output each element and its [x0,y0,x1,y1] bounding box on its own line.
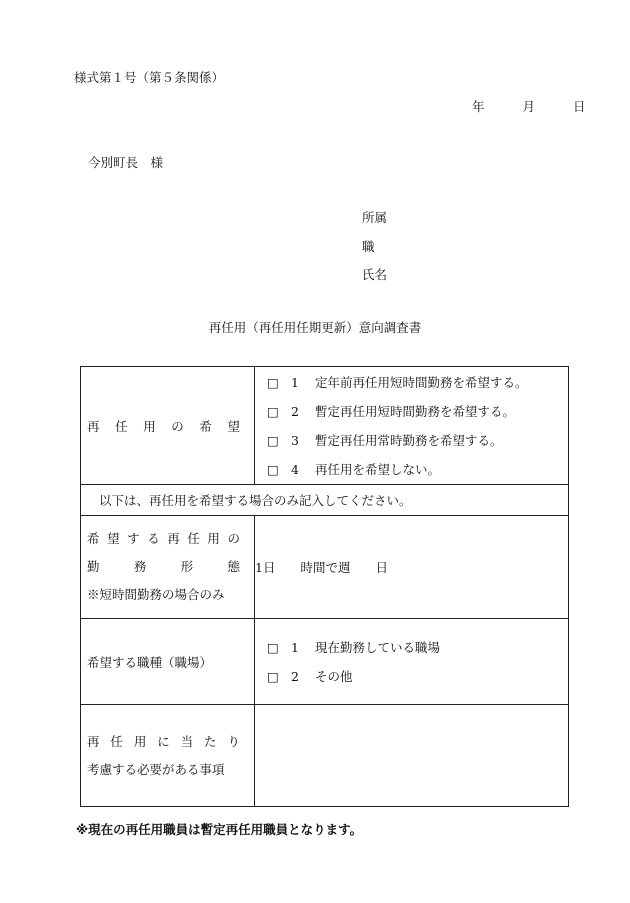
name-label: 氏名 [362,267,388,282]
work-form-row [81,516,569,619]
checkbox-icon[interactable]: □ [267,403,279,419]
wish-option-1[interactable]: □ 1 定年前再任用短時間勤務を希望する。 [255,368,568,397]
footnote: ※現在の再任用職員は暫定再任用職員となります。 [76,822,363,837]
form-number: 様式第１号（第５条関係） [74,70,225,85]
job-type-label: 希望する職種（職場） [81,619,255,705]
job-option-2[interactable]: □ 2 その他 [255,662,568,691]
wish-option-3[interactable]: □ 3 暫定再任用常時勤務を希望する。 [255,426,568,455]
wish-label-text: 再 任 用 の 希 望 [87,418,240,434]
job-option-1[interactable]: □ 1 現在勤務している職場 [255,633,568,662]
checkbox-icon[interactable]: □ [267,432,279,448]
job-type-options [255,619,569,705]
wish-label [81,367,255,485]
consideration-label: 再 任 用 に 当 た り 考慮する必要がある事項 [81,705,255,807]
checkbox-icon[interactable]: □ [267,639,279,655]
note-row [81,485,569,516]
addressee: 今別町長 様 [88,155,164,170]
wish-row [81,367,569,485]
date-month: 月 [522,99,535,114]
position-label: 職 [362,239,375,254]
date-day: 日 [572,99,586,114]
work-hours-field[interactable]: 1日 時間で週 日 [255,516,569,619]
date-year: 年 [472,99,485,114]
work-form-label: 希 望 す る 再 任 用 の 勤 務 形 態 ※短時間勤務の場合のみ [81,516,255,619]
affiliation-label: 所属 [362,210,388,225]
consideration-field[interactable] [255,705,569,807]
date-line [472,97,585,115]
document-title: 再任用（再任用任期更新）意向調査書 [208,320,422,335]
checkbox-icon[interactable]: □ [267,374,279,390]
checkbox-icon[interactable]: □ [267,461,279,477]
wish-options [255,367,569,485]
job-type-row [81,619,569,705]
checkbox-icon[interactable]: □ [267,668,279,684]
note-text: 以下は、再任用を希望する場合のみ記入してください。 [81,485,569,516]
wish-option-2[interactable]: □ 2 暫定再任用短時間勤務を希望する。 [255,397,568,426]
wish-option-4[interactable]: □ 4 再任用を希望しない。 [255,455,568,484]
consideration-row [81,705,569,807]
survey-table [80,366,569,807]
